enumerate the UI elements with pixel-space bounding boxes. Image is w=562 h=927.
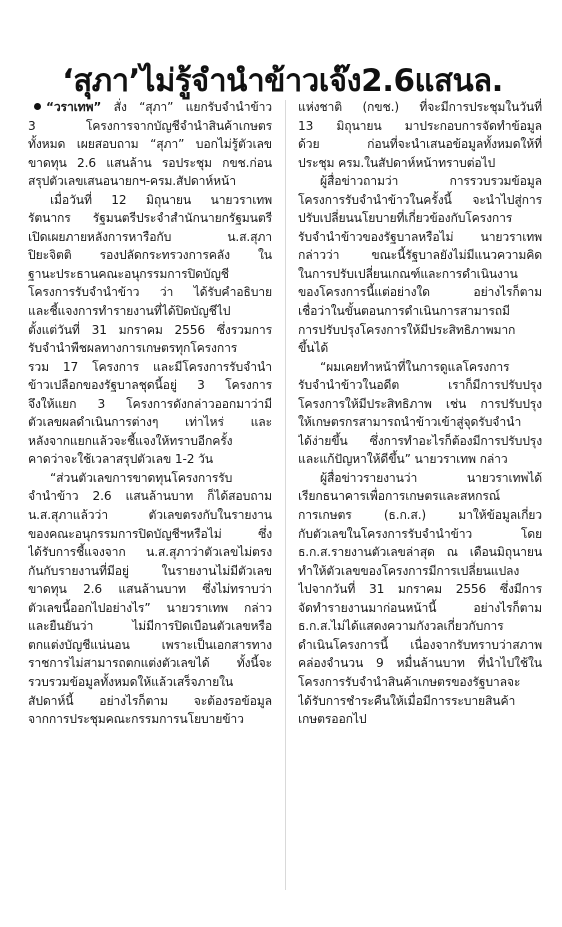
left-column-line-text: รับจำนำพืชผลทางการเกษตรทุกโครงการ xyxy=(28,341,238,356)
right-column-line-text: โครงการรับจำนำสินค้าเกษตรของรัฐบาลจะ xyxy=(298,674,521,689)
right-column-line xyxy=(298,154,542,173)
right-column-line xyxy=(298,673,542,692)
right-column xyxy=(298,98,542,729)
left-column-line xyxy=(28,321,272,340)
left-column-line xyxy=(28,543,272,562)
right-column-line xyxy=(298,339,542,358)
left-column-line-text: รวม 17 โครงการ และมีโครงการรับจำนำ xyxy=(28,359,272,374)
left-column-line-text: โครงการรับจำนำข้าว ว่า ได้รับคำอธิบาย xyxy=(28,285,272,300)
right-column-line xyxy=(298,135,542,154)
right-column-line xyxy=(298,209,542,228)
right-column-line xyxy=(298,543,542,562)
right-column-line xyxy=(298,692,542,711)
right-column-line-text: ธ.ก.ส.รายงานตัวเลขล่าสุด ณ เดือนมิถุนายน xyxy=(298,545,542,560)
left-column-line-text: 3 โครงการจากบัญชีจำนำสินค้าเกษตร xyxy=(28,118,272,133)
right-column-line-text: ได้รับการชำระคืนให้เมื่อมีการระบายสินค้า xyxy=(298,693,516,708)
left-column-line-text: ของคณะอนุกรรมการปิดบัญชีฯหรือไม่ ซึ่ง xyxy=(28,526,272,541)
left-column-line-text: ตกแต่งบัญชีแน่นอน เพราะเป็นเอกสารทาง xyxy=(28,637,272,652)
right-column-line-text: และแก้ปัญหาให้ดีขึ้น” นายวราเทพ กล่าว xyxy=(298,452,508,467)
left-column-line-text: หลังจากแยกแล้วจะชี้แจงให้ทราบอีกครั้ง xyxy=(28,433,233,448)
left-column-line xyxy=(28,246,272,265)
left-column-line xyxy=(28,358,272,377)
right-column-line-text: คล่องจำนวน 9 หมื่นล้านบาท ที่นำไปใช้ใน xyxy=(298,656,542,671)
right-column-line-text: ธ.ก.ส.ไม่ได้แสดงความกังวลเกี่ยวกับการ xyxy=(298,619,504,634)
left-column-line xyxy=(28,135,272,154)
right-column-line-text: โครงการให้มีประสิทธิภาพ เช่น การปรับปรุง xyxy=(298,396,542,411)
left-column-line-text: สัปดาห์นี้ อย่างไรก็ตาม จะต้องรอข้อมูล xyxy=(28,693,272,708)
left-column-line-text: น.ส.สุภาแล้วว่า ตัวเลขตรงกับในรายงาน xyxy=(28,508,272,523)
left-column-line xyxy=(28,450,272,469)
right-column-line-text: ได้ง่ายขึ้น ซึ่งการทำอะไรก็ต้องมีการปรับปรุง xyxy=(298,433,542,448)
right-column-line xyxy=(298,506,542,525)
left-column-line xyxy=(28,302,272,321)
right-column-line xyxy=(298,302,542,321)
left-column-line xyxy=(28,599,272,618)
right-column-line-text: “ผมเคยทำหน้าที่ในการดูแลโครงการ xyxy=(320,359,510,374)
right-column-line-text: ผู้สื่อข่าวถามว่า การรวบรวมข้อมูล xyxy=(320,174,542,189)
right-column-line-text: ดำเนินโครงการนี้ เนื่องจากรับทราบว่าสภาพ xyxy=(298,637,542,652)
right-column-line-text: กล่าวว่า ขณะนี้รัฐบาลยังไม่มีแนวความคิด xyxy=(298,248,542,263)
dateline: “วราเทพ” xyxy=(46,100,102,114)
right-column-line xyxy=(298,358,542,377)
left-column-line-text: เมื่อวันที่ 12 มิถุนายน นายวราเทพ xyxy=(50,192,272,207)
right-column-line-text: โครงการรับจำนำข้าวในครั้งนี้ จะนำไปสู่การ xyxy=(298,192,542,207)
left-column-line-text: กันกับรายงานที่มีอยู่ ในรายงานไม่มีตัวเลข xyxy=(28,563,272,578)
column-divider xyxy=(285,100,286,890)
left-column-line-text: ตัวเลขผลดำเนินการต่างๆ เท่าไหร่ และ xyxy=(28,415,272,430)
right-column-line xyxy=(298,599,542,618)
left-column-line xyxy=(28,413,272,432)
left-column-line-text: ข้าวเปลือกของรัฐบาลชุดนี้อยู่ 3 โครงการ xyxy=(28,378,272,393)
left-column-line xyxy=(28,228,272,247)
right-column-line xyxy=(298,432,542,451)
right-column-line xyxy=(298,450,542,469)
right-column-line-text: ผู้สื่อข่าวรายงานว่า นายวราเทพได้ xyxy=(320,470,542,485)
left-column-line xyxy=(28,673,272,692)
right-column-line-text: ประชุม ครม.ในสัปดาห์หน้าทราบต่อไป xyxy=(298,155,496,170)
right-column-line-text: ปรับเปลี่ยนนโยบายที่เกี่ยวข้องกับโครงการ xyxy=(298,211,513,226)
right-column-line-text: การเกษตร (ธ.ก.ส.) มาให้ข้อมูลเกี่ยว xyxy=(298,508,542,523)
left-column-line xyxy=(28,487,272,506)
left-column-line xyxy=(28,395,272,414)
right-column-line xyxy=(298,117,542,136)
left-column-line-text: จึงให้แยก 3 โครงการดังกล่าวออกมาว่ามี xyxy=(28,396,272,411)
right-column-line xyxy=(298,580,542,599)
left-column-line xyxy=(28,469,272,488)
right-column-line-text: เชื่อว่าในขั้นตอนการดำเนินการสามารถมี xyxy=(298,304,510,319)
right-column-line-text: ด้วย ก่อนที่จะนำเสนอข้อมูลทั้งหมดให้ที่ xyxy=(298,137,542,152)
left-column-line-text: และชี้แจงการทำรายงานที่ได้ปิดบัญชีไป xyxy=(28,304,231,319)
left-column-line-text: สรุปตัวเลขเสนอนายกฯ-ครม.สัปดาห์หน้า xyxy=(28,174,236,189)
left-column-line-text: ปิยะจิตติ รองปลัดกระทรวงการคลัง ใน xyxy=(28,248,272,263)
left-column-line-text: คาดว่าจะใช้เวลาสรุปตัวเลข 1-2 วัน xyxy=(28,452,213,467)
right-column-line xyxy=(298,246,542,265)
right-column-line xyxy=(298,265,542,284)
left-column-line-text: “ส่วนตัวเลขการขาดทุนโครงการรับ xyxy=(50,470,233,485)
right-column-line xyxy=(298,617,542,636)
left-column-line-text: รัตนากร รัฐมนตรีประจำสำนักนายกรัฐมนตรี xyxy=(28,211,272,226)
left-column-line xyxy=(28,636,272,655)
right-column-line xyxy=(298,98,542,117)
left-column-line-text: ได้รับการชี้แจงจาก น.ส.สุภาว่าตัวเลขไม่ตรง xyxy=(28,545,272,560)
left-column-line-text: จากการประชุมคณะกรรมการนโยบายข้าว xyxy=(28,712,244,727)
left-column-line-text: ตัวเลขนี้ออกไปอย่างไร” นายวราเทพ กล่าว xyxy=(28,600,272,615)
left-column-line xyxy=(28,191,272,210)
left-column-line-text: ราชการไม่สามารถตกแต่งตัวเลขได้ ทั้งนี้จะ xyxy=(28,656,272,671)
left-column-line xyxy=(28,265,272,284)
right-column-line-text: เรียกธนาคารเพื่อการเกษตรและสหกรณ์ xyxy=(298,489,500,504)
left-column-line-text: ฐานะประธานคณะอนุกรรมการปิดบัญชี xyxy=(28,266,229,281)
left-column-line-text: ขาดทุน 2.6 แสนล้านบาท ซึ่งไม่ทราบว่า xyxy=(28,582,272,597)
left-column-line-text: ทั้งหมด เผยสอบถาม “สุภา” บอกไม่รู้ตัวเลข xyxy=(28,137,272,152)
right-column-line xyxy=(298,321,542,340)
left-column-line xyxy=(28,376,272,395)
left-column-line xyxy=(28,525,272,544)
right-column-line-text: รับจำนำข้าวของรัฐบาลหรือไม่ นายวราเทพ xyxy=(298,229,542,244)
left-column-line xyxy=(28,339,272,358)
right-column-line xyxy=(298,376,542,395)
left-column-line xyxy=(28,209,272,228)
left-column-line xyxy=(28,172,272,191)
left-column-line xyxy=(28,506,272,525)
right-column-line-text: ขึ้นได้ xyxy=(298,341,329,356)
right-column-line-text: รับจำนำข้าวในอดีต เราก็มีการปรับปรุง xyxy=(298,378,542,393)
left-column-line xyxy=(28,432,272,451)
right-column-line-text: กับตัวเลขในโครงการรับจำนำข้าว โดย xyxy=(298,526,542,541)
right-column-line xyxy=(298,525,542,544)
right-column-line-text: จัดทำรายงานมาก่อนหน้านี้ อย่างไรก็ตาม xyxy=(298,600,542,615)
left-column-line-text: ขาดทุน 2.6 แสนล้าน รอประชุม กขช.ก่อน xyxy=(28,155,272,170)
left-column-line xyxy=(28,710,272,729)
left-column-line-text: รวบรวมข้อมูลทั้งหมดให้แล้วเสร็จภายใน xyxy=(28,674,234,689)
left-column-line-text: และยืนยันว่า ไม่มีการปิดเบือนตัวเลขหรือ xyxy=(28,619,272,634)
bullet-icon xyxy=(34,103,41,110)
left-column-line-text: เปิดเผยภายหลังการหารือกับ น.ส.สุภา xyxy=(28,229,272,244)
right-column-line-text: ทำให้ตัวเลขของโครงการมีการเปลี่ยนแปลง xyxy=(298,563,520,578)
left-column-line-text: ตั้งแต่วันที่ 31 มกราคม 2556 ซึ่งรวมการ xyxy=(28,322,272,337)
right-column-line xyxy=(298,487,542,506)
right-column-line-text: ในการปรับเปลี่ยนเกณฑ์และการดำเนินงาน xyxy=(298,266,518,281)
right-column-line-text: ของโครงการนี้แต่อย่างใด อย่างไรก็ตาม xyxy=(298,285,542,300)
left-column-line xyxy=(28,580,272,599)
left-column-line-text: จำนำข้าว 2.6 แสนล้านบาท ก็ได้สอบถาม xyxy=(28,489,272,504)
left-column-line xyxy=(28,654,272,673)
right-column-line-text: เกษตรออกไป xyxy=(298,712,367,727)
right-column-line-text: ให้เกษตรกรสามารถนำข้าวเข้าสู่จุดรับจำนำ xyxy=(298,415,522,430)
right-column-line-text: แห่งชาติ (กขช.) ที่จะมีการประชุมในวันที่ xyxy=(298,100,542,114)
right-column-line xyxy=(298,191,542,210)
right-column-line xyxy=(298,710,542,729)
right-column-line xyxy=(298,636,542,655)
right-column-line xyxy=(298,172,542,191)
headline: ‘สุภา’ไม่รู้จำนำข้าวเจ๊ง2.6แสนล. xyxy=(62,62,503,99)
right-column-line-text: 13 มิถุนายน มาประกอบการจัดทำข้อมูล xyxy=(298,118,542,133)
left-column-line xyxy=(28,98,272,117)
right-column-line xyxy=(298,413,542,432)
right-column-line xyxy=(298,395,542,414)
right-column-line xyxy=(298,228,542,247)
right-column-line xyxy=(298,562,542,581)
article-body xyxy=(28,98,542,898)
right-column-line xyxy=(298,469,542,488)
right-column-line-text: การปรับปรุงโครงการให้มีประสิทธิภาพมาก xyxy=(298,322,516,337)
left-column xyxy=(28,98,272,729)
left-column-line xyxy=(28,692,272,711)
left-column-line xyxy=(28,562,272,581)
left-column-line xyxy=(28,154,272,173)
right-column-line xyxy=(298,283,542,302)
right-column-line xyxy=(298,654,542,673)
left-column-line xyxy=(28,617,272,636)
left-column-line-text: สั่ง “สุภา” แยกรับจำนำข้าว xyxy=(113,100,272,114)
right-column-line-text: ไปจากวันที่ 31 มกราคม 2556 ซึ่งมีการ xyxy=(298,582,542,597)
left-column-line xyxy=(28,283,272,302)
left-column-line xyxy=(28,117,272,136)
